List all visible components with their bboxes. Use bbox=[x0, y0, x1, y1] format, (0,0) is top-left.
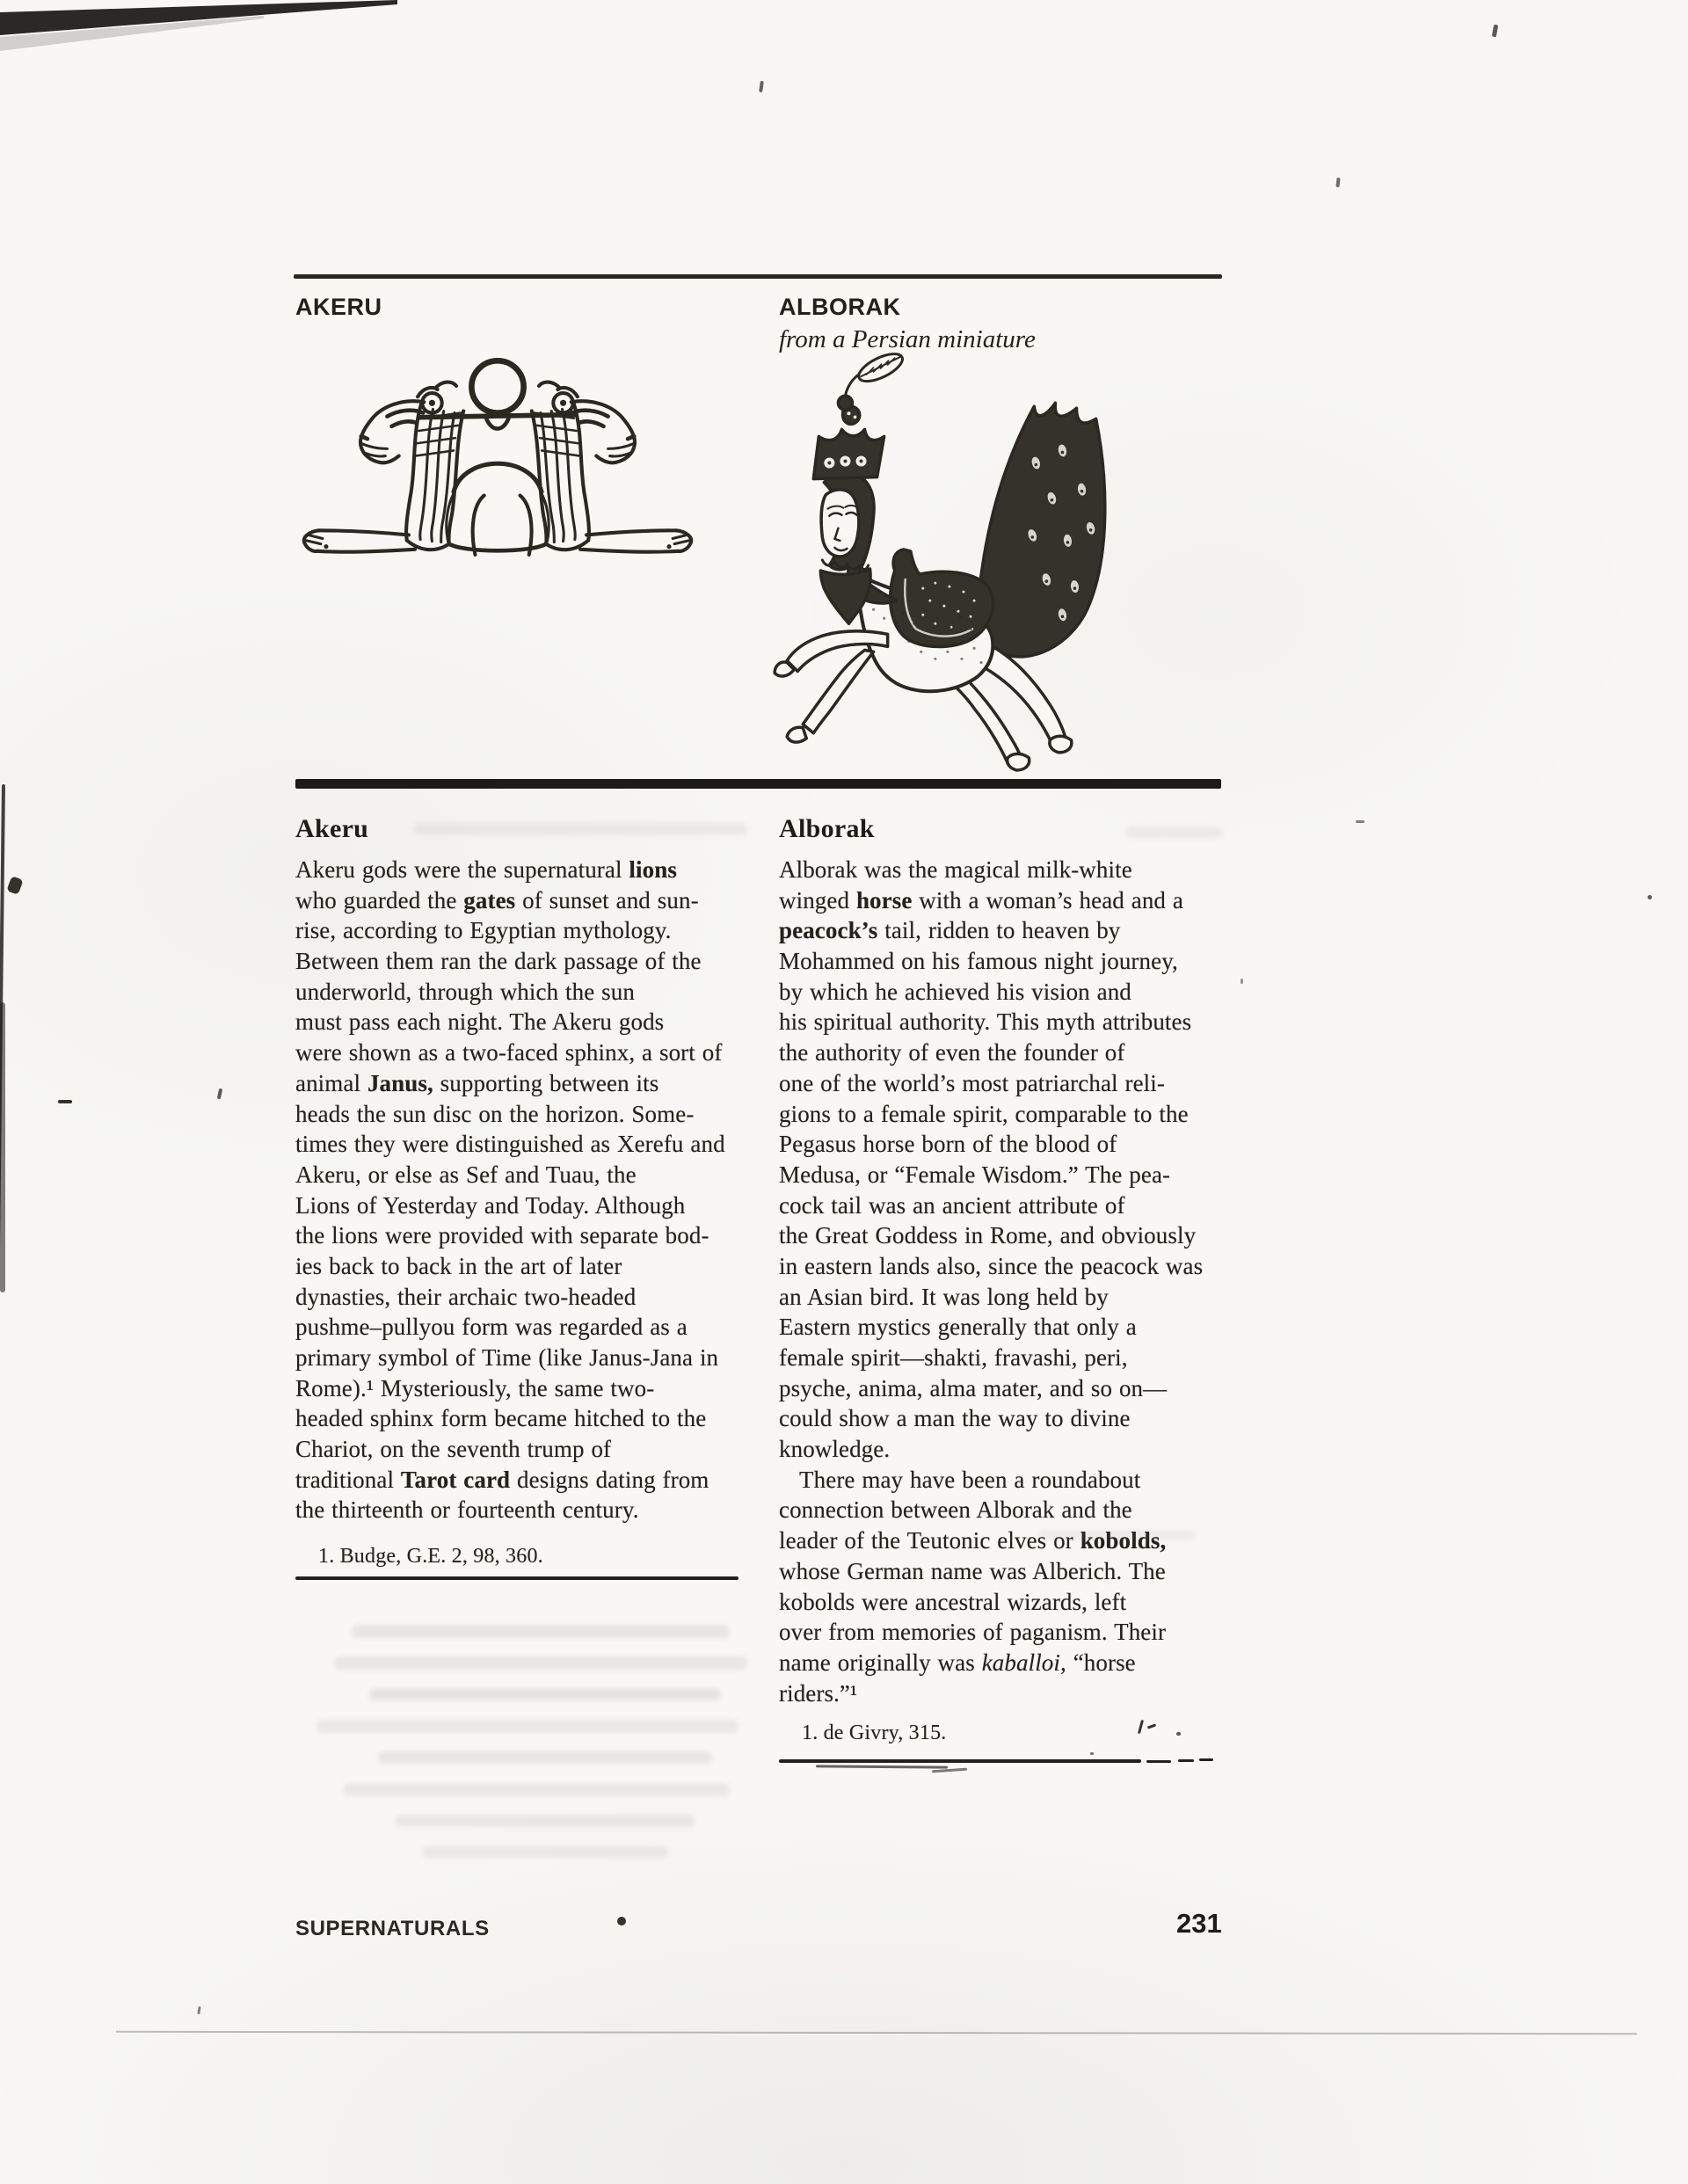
text-line: by which he achieved his vision and bbox=[779, 978, 1131, 1005]
text-line: underworld, through which the sun bbox=[295, 978, 635, 1005]
scan-artifact-ghost-text bbox=[378, 1751, 712, 1764]
text-line: name originally was kaballoi, “horse bbox=[779, 1649, 1136, 1676]
text-line: female spirit—shakti, fravashi, peri, bbox=[779, 1344, 1128, 1371]
scan-artifact-ghost-text bbox=[413, 823, 747, 835]
scan-artifact-pen-squiggle bbox=[816, 1765, 948, 1768]
text-line: over from memories of paganism. Their bbox=[779, 1619, 1167, 1646]
figure-caption-akeru: AKERU bbox=[295, 294, 382, 320]
scan-artifact-dash bbox=[58, 1100, 72, 1103]
entry-body-akeru bbox=[295, 855, 811, 1525]
text-line: the thirteenth or fourteenth century. bbox=[295, 1496, 639, 1524]
scan-artifact-page-edge bbox=[0, 784, 5, 2184]
text-line: rise, according to Egyptian mythology. bbox=[295, 917, 672, 944]
text-line: an Asian bird. It was long held by bbox=[779, 1283, 1109, 1310]
section-divider-bar bbox=[295, 779, 1221, 789]
akeru-sphinx-illustration bbox=[287, 350, 709, 557]
text-line: the Great Goddess in Rome, and obviously bbox=[779, 1222, 1197, 1249]
text-line: Chariot, on the seventh trump of bbox=[295, 1436, 612, 1463]
entry-akeru bbox=[295, 814, 811, 1525]
text-line: peacock’s tail, ridden to heaven by bbox=[779, 917, 1121, 944]
text-line: primary symbol of Time (like Janus-Jana in bbox=[295, 1344, 719, 1371]
text-line: could show a man the way to divine bbox=[779, 1405, 1131, 1432]
scan-artifact-ghost-text bbox=[352, 1625, 730, 1638]
text-line: kobolds were ancestral wizards, left bbox=[779, 1588, 1127, 1615]
text-line: Akeru gods were the supernatural lions bbox=[295, 856, 677, 883]
entry-heading-alborak: Alborak bbox=[779, 814, 875, 843]
entry-body-alborak bbox=[779, 855, 1294, 1708]
text-line: his spiritual authority. This myth attributes bbox=[779, 1008, 1192, 1036]
scan-artifact-blob bbox=[6, 876, 23, 895]
scan-artifact-dot bbox=[1241, 979, 1243, 984]
text-line: Pegasus horse born of the blood of bbox=[779, 1131, 1117, 1158]
text-line: psyche, anima, alma mater, and so on— bbox=[779, 1374, 1168, 1401]
text-line: were shown as a two-faced sphinx, a sort of bbox=[295, 1039, 723, 1067]
scan-artifact-ghost-text bbox=[396, 1815, 695, 1827]
text-line: heads the sun disc on the horizon. Some- bbox=[295, 1100, 695, 1127]
text-line: whose German name was Alberich. The bbox=[779, 1557, 1166, 1584]
text-line: Mohammed on his famous night journey, bbox=[779, 948, 1178, 975]
text-line: animal Janus, supporting between its bbox=[295, 1069, 659, 1096]
footer-section-label: SUPERNATURALS bbox=[295, 1917, 490, 1940]
scan-artifact-ghost-text bbox=[334, 1656, 747, 1670]
scan-artifact-tick bbox=[759, 81, 764, 92]
scan-artifact-ghost-text bbox=[422, 1846, 668, 1858]
scan-artifact-hairline bbox=[116, 2031, 1637, 2035]
text-line: the lions were provided with separate bod- bbox=[295, 1222, 709, 1249]
footnote-akeru: 1. Budge, G.E. 2, 98, 360. bbox=[318, 1545, 543, 1568]
scan-artifact-dot bbox=[1090, 1752, 1094, 1755]
footnote-rule-right-fragment bbox=[1199, 1758, 1213, 1761]
text-line: Akeru, or else as Sef and Tuau, the bbox=[295, 1161, 637, 1188]
text-line: Rome).¹ Mysteriously, the same two- bbox=[295, 1374, 655, 1401]
scan-artifact-tick bbox=[217, 1088, 222, 1100]
text-line: Medusa, or “Female Wisdom.” The pea- bbox=[779, 1161, 1171, 1188]
text-line: in eastern lands also, since the peacock was bbox=[779, 1252, 1204, 1279]
scan-artifact-page-edge bbox=[0, 1002, 5, 1292]
text-line: Eastern mystics generally that only a bbox=[779, 1314, 1137, 1341]
footnote-alborak: 1. de Givry, 315. bbox=[802, 1722, 947, 1744]
scan-artifact-tick bbox=[1335, 178, 1340, 187]
text-line: There may have been a roundabout bbox=[779, 1466, 1141, 1493]
top-rule bbox=[294, 274, 1222, 279]
scan-artifact-ink-dot bbox=[617, 1917, 626, 1926]
scan-artifact-pen-mark bbox=[1176, 1732, 1181, 1736]
footnote-rule-right bbox=[779, 1759, 1141, 1763]
text-line: headed sphinx form became hitched to the bbox=[295, 1405, 707, 1432]
figure-caption-alborak-subtitle: from a Persian miniature bbox=[779, 325, 1036, 353]
text-line: Lions of Yesterday and Today. Although bbox=[295, 1191, 686, 1219]
text-line: the authority of even the founder of bbox=[779, 1039, 1125, 1067]
page-number: 231 bbox=[1176, 1908, 1222, 1939]
scan-artifact-dot bbox=[1648, 895, 1652, 899]
entry-alborak bbox=[779, 814, 1294, 1708]
entry-heading-akeru: Akeru bbox=[295, 814, 369, 843]
scan-artifact-ghost-text bbox=[1125, 826, 1222, 838]
text-line: must pass each night. The Akeru gods bbox=[295, 1008, 665, 1036]
text-line: riders.”¹ bbox=[779, 1679, 858, 1707]
text-line: gions to a female spirit, comparable to the bbox=[779, 1100, 1189, 1127]
text-line: knowledge. bbox=[779, 1436, 891, 1463]
text-line: connection between Alborak and the bbox=[779, 1496, 1132, 1524]
scan-artifact-tick bbox=[197, 2006, 200, 2014]
figure-caption-alborak: ALBORAK bbox=[779, 294, 901, 320]
text-line: Alborak was the magical milk-white bbox=[779, 856, 1132, 883]
text-line: leader of the Teutonic elves or kobolds, bbox=[779, 1527, 1167, 1554]
text-line: traditional Tarot card designs dating from bbox=[295, 1466, 709, 1493]
footnote-rule-right-fragment bbox=[1178, 1759, 1194, 1762]
text-line: ies back to back in the art of later bbox=[295, 1252, 622, 1279]
text-line: winged horse with a woman’s head and a bbox=[779, 886, 1183, 914]
text-line: times they were distinguished as Xerefu and bbox=[295, 1131, 725, 1158]
text-line: pushme–pullyou form was regarded as a bbox=[295, 1314, 688, 1341]
scan-artifact-corner bbox=[0, 0, 413, 53]
scan-artifact-ghost-text bbox=[1037, 1530, 1196, 1540]
scan-artifact-dash bbox=[1356, 820, 1364, 823]
scan-artifact-tick bbox=[1492, 25, 1498, 38]
text-line: dynasties, their archaic two-headed bbox=[295, 1283, 637, 1310]
scan-artifact-ghost-text bbox=[343, 1783, 730, 1796]
text-line: Between them ran the dark passage of the bbox=[295, 948, 702, 975]
scan-artifact-ghost-text bbox=[369, 1688, 721, 1700]
footnote-rule-left bbox=[295, 1576, 738, 1580]
scan-artifact-pen-mark bbox=[1147, 1723, 1156, 1729]
alborak-winged-horse-illustration bbox=[770, 348, 1160, 781]
text-line: who guarded the gates of sunset and sun- bbox=[295, 886, 699, 914]
scan-artifact-ghost-text bbox=[316, 1720, 738, 1733]
scan-artifact-pen-mark bbox=[1138, 1720, 1144, 1734]
text-line: cock tail was an ancient attribute of bbox=[779, 1191, 1125, 1219]
text-line: one of the world’s most patriarchal reli- bbox=[779, 1069, 1165, 1096]
footnote-rule-right-fragment bbox=[1146, 1760, 1171, 1763]
